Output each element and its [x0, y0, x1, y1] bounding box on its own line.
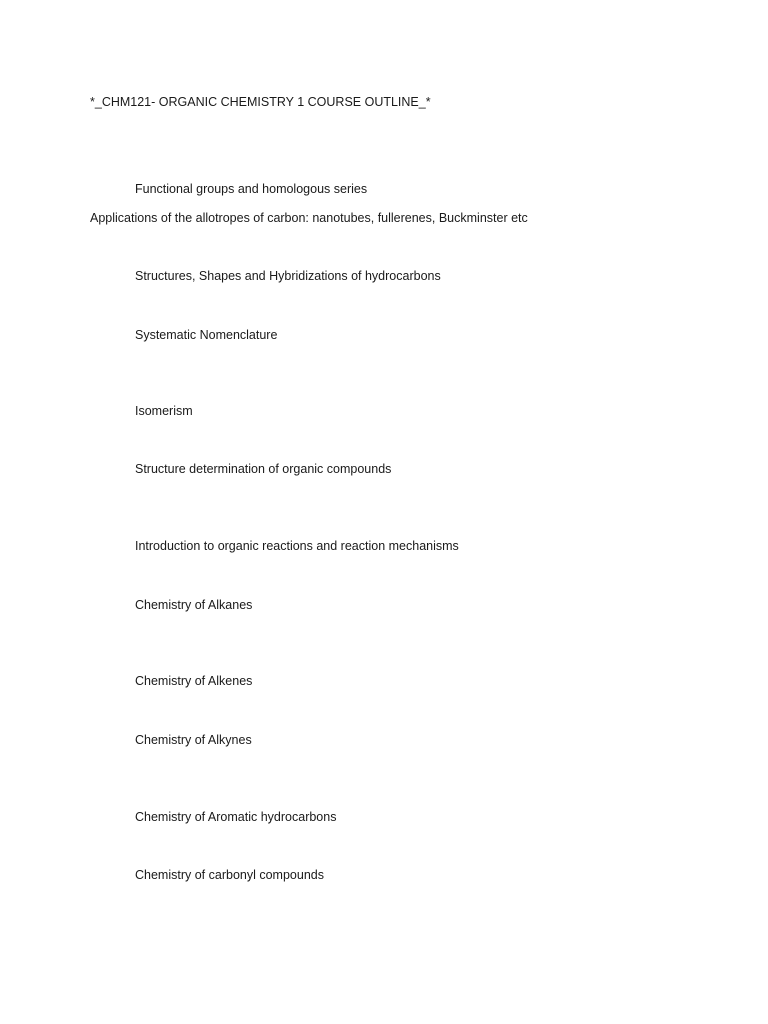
item-text: Functional groups and homologous series: [135, 182, 368, 196]
item-text: Introduction to organic reactions and reaction mechanisms: [135, 539, 459, 553]
item-text: Chemistry of carbonyl compounds: [135, 868, 324, 882]
item-text: Structure determination of organic compounds: [135, 462, 392, 476]
item-text: Chemistry of Alkenes: [135, 674, 253, 688]
item-text: Chemistry of Alkynes: [135, 733, 252, 747]
item-text: Chemistry of Alkanes: [135, 598, 253, 612]
document-title: *_CHM121- ORGANIC CHEMISTRY 1 COURSE OUTLINE_*: [90, 95, 431, 109]
applications-note: Applications of the allotropes of carbon: nanotubes, fullerenes, Buckminster etc: [90, 211, 528, 225]
item-text: Structures, Shapes and Hybridizations of hydrocarbons: [135, 269, 441, 283]
item-text: Chemistry of Aromatic hydrocarbons: [135, 810, 337, 824]
item-text: Systematic Nomenclature: [135, 328, 278, 342]
item-text: Isomerism: [135, 404, 193, 418]
